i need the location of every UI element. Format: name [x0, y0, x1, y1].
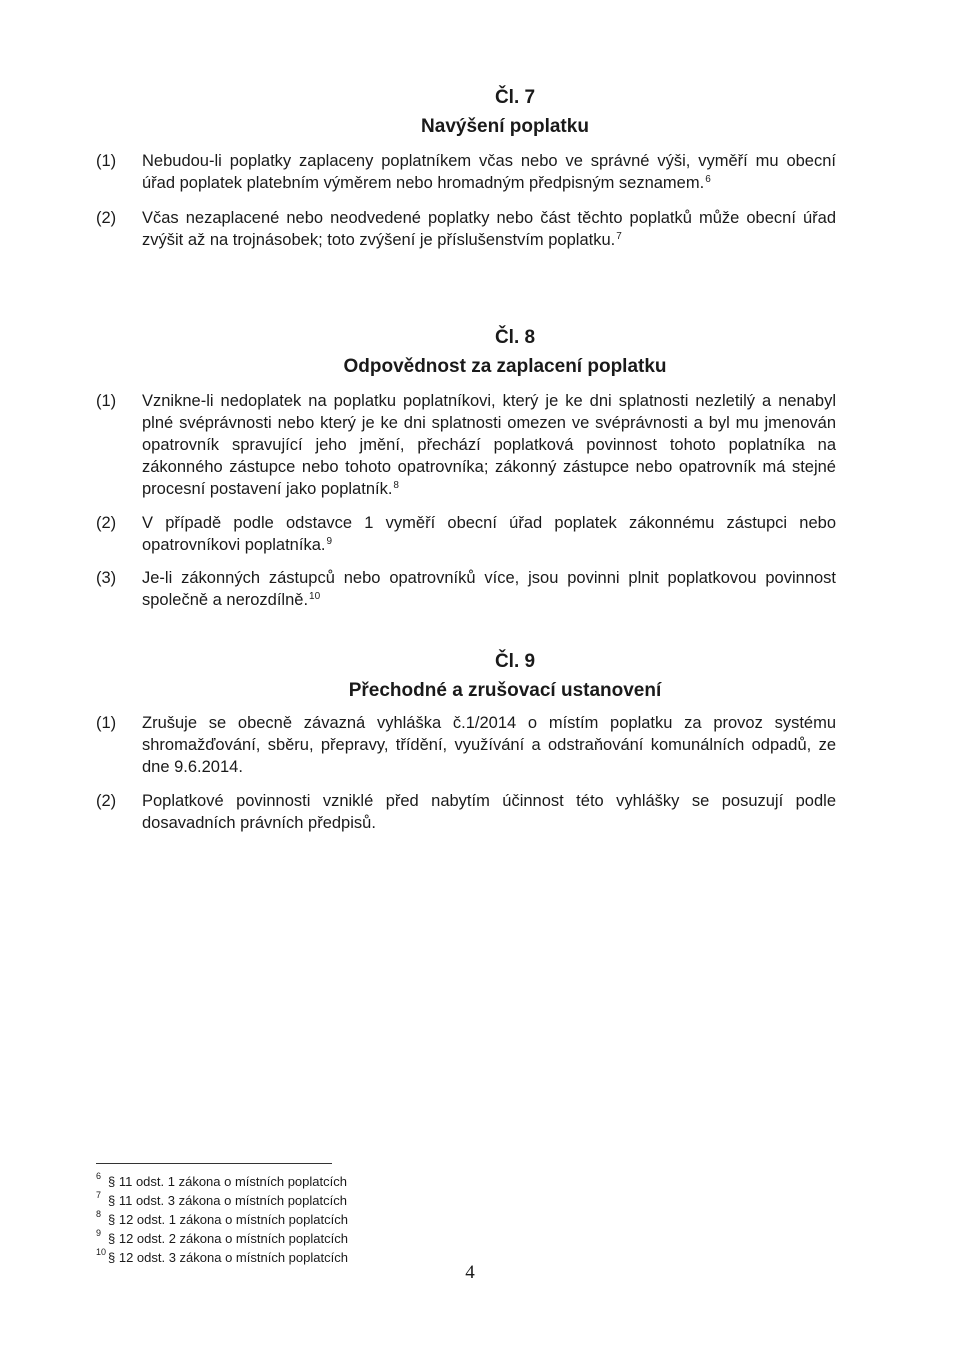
paragraph [96, 150, 836, 194]
paragraph-text: V případě podle odstavce 1 vyměří obecní úřad poplatek zákonnému zástupci nebo opatrovníkovi poplatníka. [142, 514, 836, 554]
paragraph-number: (2) [96, 514, 117, 532]
article-title: Přechodné a zrušovací ustanovení [348, 680, 662, 701]
article-9 [0, 650, 960, 703]
footnote [96, 1248, 496, 1267]
footnote-text: § 11 odst. 1 zákona o místních poplatcích [108, 1174, 347, 1189]
paragraph-number: (3) [96, 569, 117, 587]
paragraph-number: (1) [96, 152, 117, 170]
footnote-number: 6 [96, 1171, 102, 1181]
paragraph-text: Je-li zákonných zástupců nebo opatrovníků více, jsou povinni plnit poplatkovou povinnost společně a nerozdílně. [142, 569, 836, 609]
paragraph-number: (2) [96, 792, 117, 810]
footnote-number: 9 [96, 1228, 102, 1238]
paragraph [96, 390, 836, 500]
article-title: Odpovědnost za zaplacení poplatku [343, 356, 667, 377]
footnote [96, 1172, 496, 1191]
footnote-ref: 10 [309, 590, 321, 602]
paragraph [96, 790, 836, 834]
paragraph-text: Poplatkové povinnosti vzniklé před nabytím účinnost této vyhlášky se posuzují podle dosavadních právních předpisů. [142, 792, 836, 832]
footnote-text: § 12 odst. 3 zákona o místních poplatcích [108, 1250, 348, 1265]
paragraph-number: (2) [96, 209, 117, 227]
footnote-divider [96, 1163, 332, 1164]
paragraph [96, 512, 836, 556]
paragraph [96, 207, 836, 251]
paragraph-text: Nebudou-li poplatky zaplaceny poplatníkem včas nebo ve správné výši, vyměří mu obecní úřad poplatek platebním výměrem nebo hromadným předpisným seznamem. [142, 152, 836, 192]
article-number: Čl. 8 [494, 327, 536, 348]
paragraph [96, 712, 836, 778]
paragraph-number: (1) [96, 392, 117, 410]
footnote-text: § 11 odst. 3 zákona o místních poplatcích [108, 1193, 347, 1208]
footnote [96, 1210, 496, 1229]
footnote-ref: 6 [705, 173, 711, 185]
footnote-ref: 7 [616, 230, 622, 242]
article-7 [0, 86, 960, 139]
footnote [96, 1191, 496, 1210]
paragraph-text: Vznikne-li nedoplatek na poplatku poplatníkovi, který je ke dni splatnosti nezletilý a nenabyl plné svéprávnosti nebo který je ke dni splatnosti omezen ve svéprávnosti a byl mu jmenován opatrovník spravující jeho jmění, přechází poplatková povinnost tohoto poplatníka na zákonného zástupce nebo tohoto opatrovníka; zákonný zástupce nebo opatrovník má stejné procesní postavení jako poplatník. [142, 392, 836, 498]
footnote-text: § 12 odst. 1 zákona o místních poplatcích [108, 1212, 348, 1227]
footnote-text: § 12 odst. 2 zákona o místních poplatcích [108, 1231, 348, 1246]
footnote-number: 7 [96, 1190, 102, 1200]
footnote-ref: 8 [393, 479, 399, 491]
paragraph-number: (1) [96, 714, 117, 732]
footnotes [96, 1172, 496, 1267]
paragraph-text: Včas nezaplacené nebo neodvedené poplatky nebo část těchto poplatků může obecní úřad zvýšit až na trojnásobek; toto zvýšení je příslušenstvím poplatku. [142, 209, 836, 249]
footnote-number: 8 [96, 1209, 102, 1219]
article-number: Čl. 9 [494, 651, 536, 672]
footnote [96, 1229, 496, 1248]
page-number: 4 [465, 1262, 475, 1283]
paragraph-text: Zrušuje se obecně závazná vyhláška č.1/2014 o místím poplatku za provoz systému shromažďování, sběru, přepravy, třídění, využívání a odstraňování komunálních odpadů, ze dne 9.6.2014. [142, 714, 836, 776]
footnote-number: 10 [96, 1247, 107, 1257]
paragraph [96, 567, 836, 611]
article-title: Navýšení poplatku [421, 116, 589, 137]
footnote-ref: 9 [326, 535, 333, 547]
article-8 [0, 326, 960, 379]
article-number: Čl. 7 [494, 87, 536, 108]
